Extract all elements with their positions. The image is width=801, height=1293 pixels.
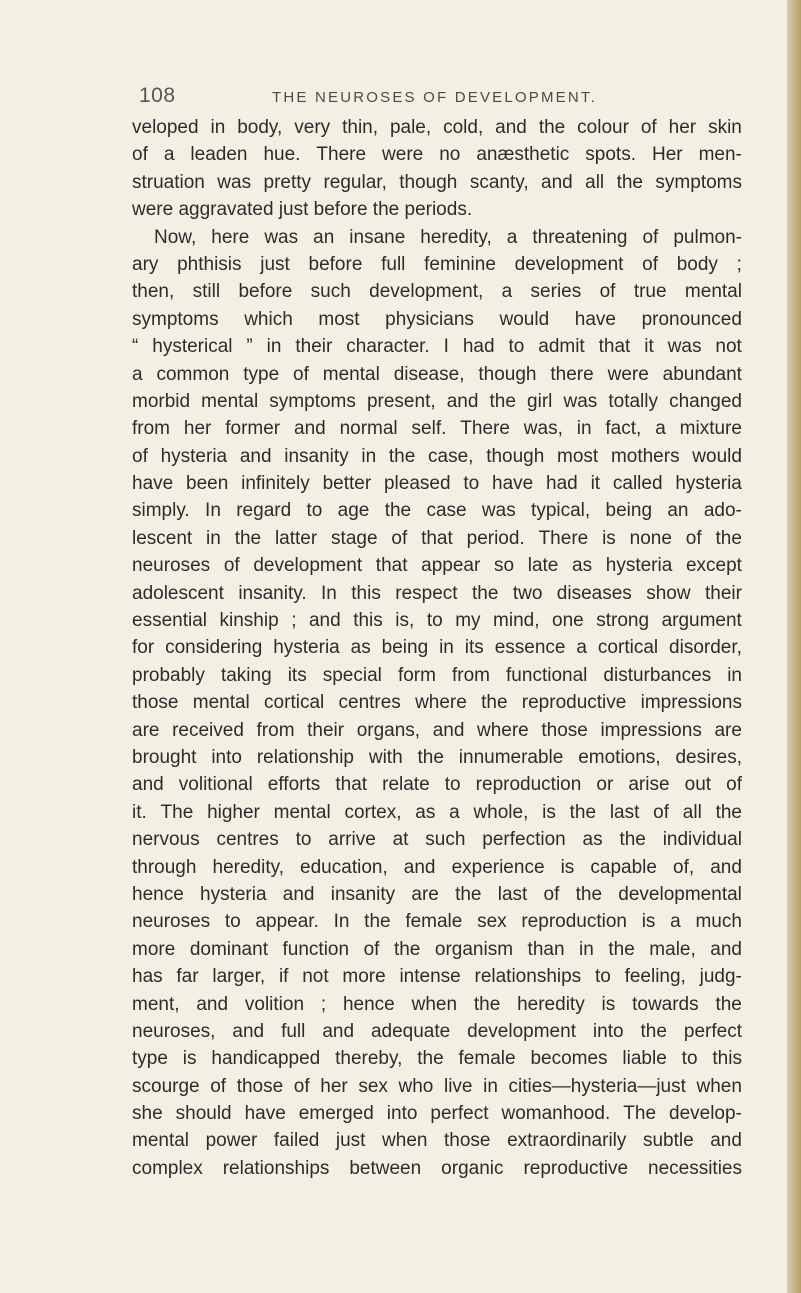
page-number: 108: [139, 84, 176, 107]
text-line: neuroses to appear. In the female sex reproduction is a much: [132, 911, 742, 933]
text-line: struation was pretty regular, though scanty, and all the symptoms: [132, 171, 742, 193]
text-line: probably taking its special form from functional disturbances in: [132, 664, 742, 686]
text-line: neuroses of development that appear so late as hysteria except: [132, 555, 742, 577]
text-line: “ hysterical ” in their character. I had to admit that it was not: [132, 336, 742, 358]
text-line: were aggravated just before the periods.: [132, 199, 473, 221]
text-line: Now, here was an insane heredity, a threatening of pulmon-: [154, 226, 742, 248]
text-line: are received from their organs, and where those impressions are: [132, 719, 742, 741]
text-line: hence hysteria and insanity are the last of the developmental: [132, 883, 742, 905]
text-line: symptoms which most physicians would have pronounced: [132, 308, 742, 330]
text-line: essential kinship ; and this is, to my mind, one strong argument: [132, 610, 742, 632]
text-line: veloped in body, very thin, pale, cold, and the colour of her skin: [132, 117, 742, 138]
text-line: then, still before such development, a series of true mental: [132, 281, 742, 303]
text-line: mental power failed just when those extraordinarily subtle and: [132, 1130, 742, 1152]
text-line: complex relationships between organic reproductive necessities: [132, 1157, 742, 1179]
text-line: and volitional efforts that relate to reproduction or arise out of: [132, 774, 742, 796]
running-head: THE NEUROSES OF DEVELOPMENT.: [272, 89, 597, 106]
text-line: scourge of those of her sex who live in cities—hysteria—just when: [132, 1075, 742, 1097]
text-line: those mental cortical centres where the reproductive impressions: [132, 692, 742, 714]
text-line: adolescent insanity. In this respect the two diseases show their: [132, 582, 742, 604]
text-line: it. The higher mental cortex, as a whole, is the last of all the: [132, 801, 742, 823]
text-line: has far larger, if not more intense relationships to feeling, judg-: [132, 966, 742, 988]
text-line: of a leaden hue. There were no anæsthetic spots. Her men-: [132, 144, 742, 166]
text-line: simply. In regard to age the case was typical, being an ado-: [132, 500, 742, 522]
text-line: through heredity, education, and experience is capable of, and: [132, 856, 742, 878]
text-line: for considering hysteria as being in its essence a cortical disorder,: [132, 637, 742, 659]
text-line: more dominant function of the organism than in the male, and: [132, 938, 742, 960]
text-line: have been infinitely better pleased to have had it called hysteria: [132, 473, 742, 495]
body-text: [132, 114, 742, 1182]
text-line: neuroses, and full and adequate development into the perfect: [132, 1020, 742, 1042]
text-line: nervous centres to arrive at such perfection as the individual: [132, 829, 742, 851]
text-line: type is handicapped thereby, the female becomes liable to this: [132, 1048, 742, 1070]
text-line: ment, and volition ; hence when the heredity is towards the: [132, 993, 742, 1015]
text-line: a common type of mental disease, though there were abundant: [132, 363, 742, 385]
text-line: from her former and normal self. There was, in fact, a mixture: [132, 418, 742, 440]
text-line: she should have emerged into perfect womanhood. The develop-: [132, 1103, 742, 1125]
text-line: ary phthisis just before full feminine development of body ;: [132, 253, 742, 275]
text-line: of hysteria and insanity in the case, though most mothers would: [132, 445, 742, 467]
page-edge: [787, 0, 801, 1293]
text-line: brought into relationship with the innumerable emotions, desires,: [132, 746, 742, 768]
text-line: morbid mental symptoms present, and the girl was totally changed: [132, 390, 742, 412]
text-line: lescent in the latter stage of that period. There is none of the: [132, 527, 742, 549]
